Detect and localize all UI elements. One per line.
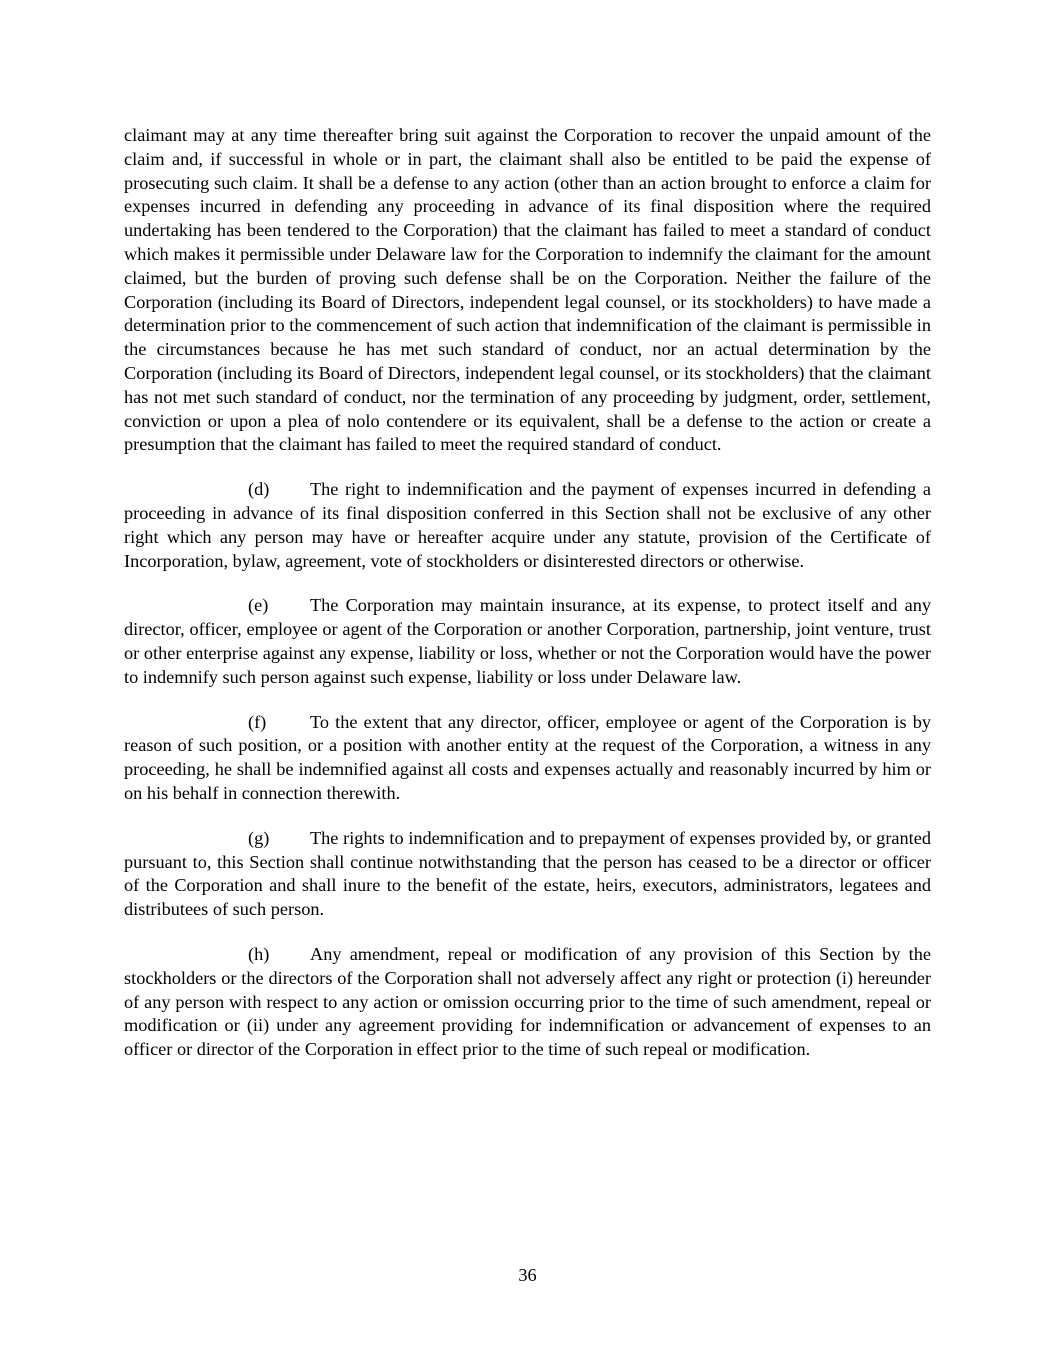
paragraph-label: (g) bbox=[248, 827, 270, 848]
paragraph-text: Any amendment, repeal or modification of any provision of this Section by the stockholders or the directors of the Corporation shall not adversely affect any right or protection (i) hereunder of any person with respect to any action or omission occurring prior to the time of such amendment, repeal or modification or (ii) under any agreement providing for indemnification or advancement of expenses to an officer or director of the Corporation in effect prior to the time of such repeal or modification. bbox=[124, 943, 931, 1060]
paragraph-continuation: claimant may at any time thereafter bring suit against the Corporation to recover the unpaid amount of the claim and, if successful in whole or in part, the claimant shall also be entitled to be paid the expense of prosecuting such claim. It shall be a defense to any action (other than an action brought to enforce a claim for expenses incurred in defending any proceeding in advance of its final disposition where the required undertaking has been tendered to the Corporation) that the claimant has failed to meet a standard of conduct which makes it permissible under Delaware law for the Corporation to indemnify the claimant for the amount claimed, but the burden of proving such defense shall be on the Corporation. Neither the failure of the Corporation (including its Board of Directors, independent legal counsel, or its stockholders) to have made a determination prior to the commencement of such action that indemnification of the claimant is permissible in the circumstances because he has met such standard of conduct, nor an actual determination by the Corporation (including its Board of Directors, independent legal counsel, or its stockholders) that the claimant has not met such standard of conduct, nor the termination of any proceeding by judgment, order, settlement, conviction or upon a plea of nolo contendere or its equivalent, shall be a defense to the action or create a presumption that the claimant has failed to meet the required standard of conduct. bbox=[124, 125, 931, 455]
paragraph-text: The right to indemnification and the payment of expenses incurred in defending a proceeding in advance of its final disposition conferred in this Section shall not be exclusive of any other right which any person may have or hereafter acquire under any statute, provision of the Certificate of Incorporation, bylaw, agreement, vote of stockholders or disinterested directors or otherwise. bbox=[124, 479, 931, 571]
paragraph-text: The rights to indemnification and to prepayment of expenses provided by, or granted pursuant to, this Section shall continue notwithstanding that the person has ceased to be a director or officer of the Corporation and shall inure to the benefit of the estate, heirs, executors, administrators, legatees and distributees of such person. bbox=[124, 827, 931, 920]
paragraph-label: (f) bbox=[248, 711, 267, 732]
paragraph-d bbox=[124, 478, 931, 573]
paragraph-h bbox=[124, 943, 931, 1062]
paragraph-label: (h) bbox=[248, 943, 270, 964]
paragraph-label: (d) bbox=[248, 479, 270, 500]
paragraph-g bbox=[124, 827, 931, 922]
paragraph-label: (e) bbox=[248, 595, 269, 616]
page-number: 36 bbox=[518, 1265, 537, 1285]
document-body bbox=[124, 124, 931, 1083]
paragraph-e bbox=[124, 594, 931, 689]
paragraph-text: To the extent that any director, officer, employee or agent of the Corporation is by reason of such position, or a position with another entity at the request of the Corporation, a witness in any proceeding, he shall be indemnified against all costs and expenses actually and reasonably incurred by him or on his behalf in connection therewith. bbox=[124, 711, 931, 803]
paragraph-text: The Corporation may maintain insurance, at its expense, to protect itself and any director, officer, employee or agent of the Corporation or another Corporation, partnership, joint venture, trust or other enterprise against any expense, liability or loss, whether or not the Corporation would have the power to indemnify such person against such expense, liability or loss under Delaware law. bbox=[124, 595, 931, 687]
paragraph-f bbox=[124, 711, 931, 806]
